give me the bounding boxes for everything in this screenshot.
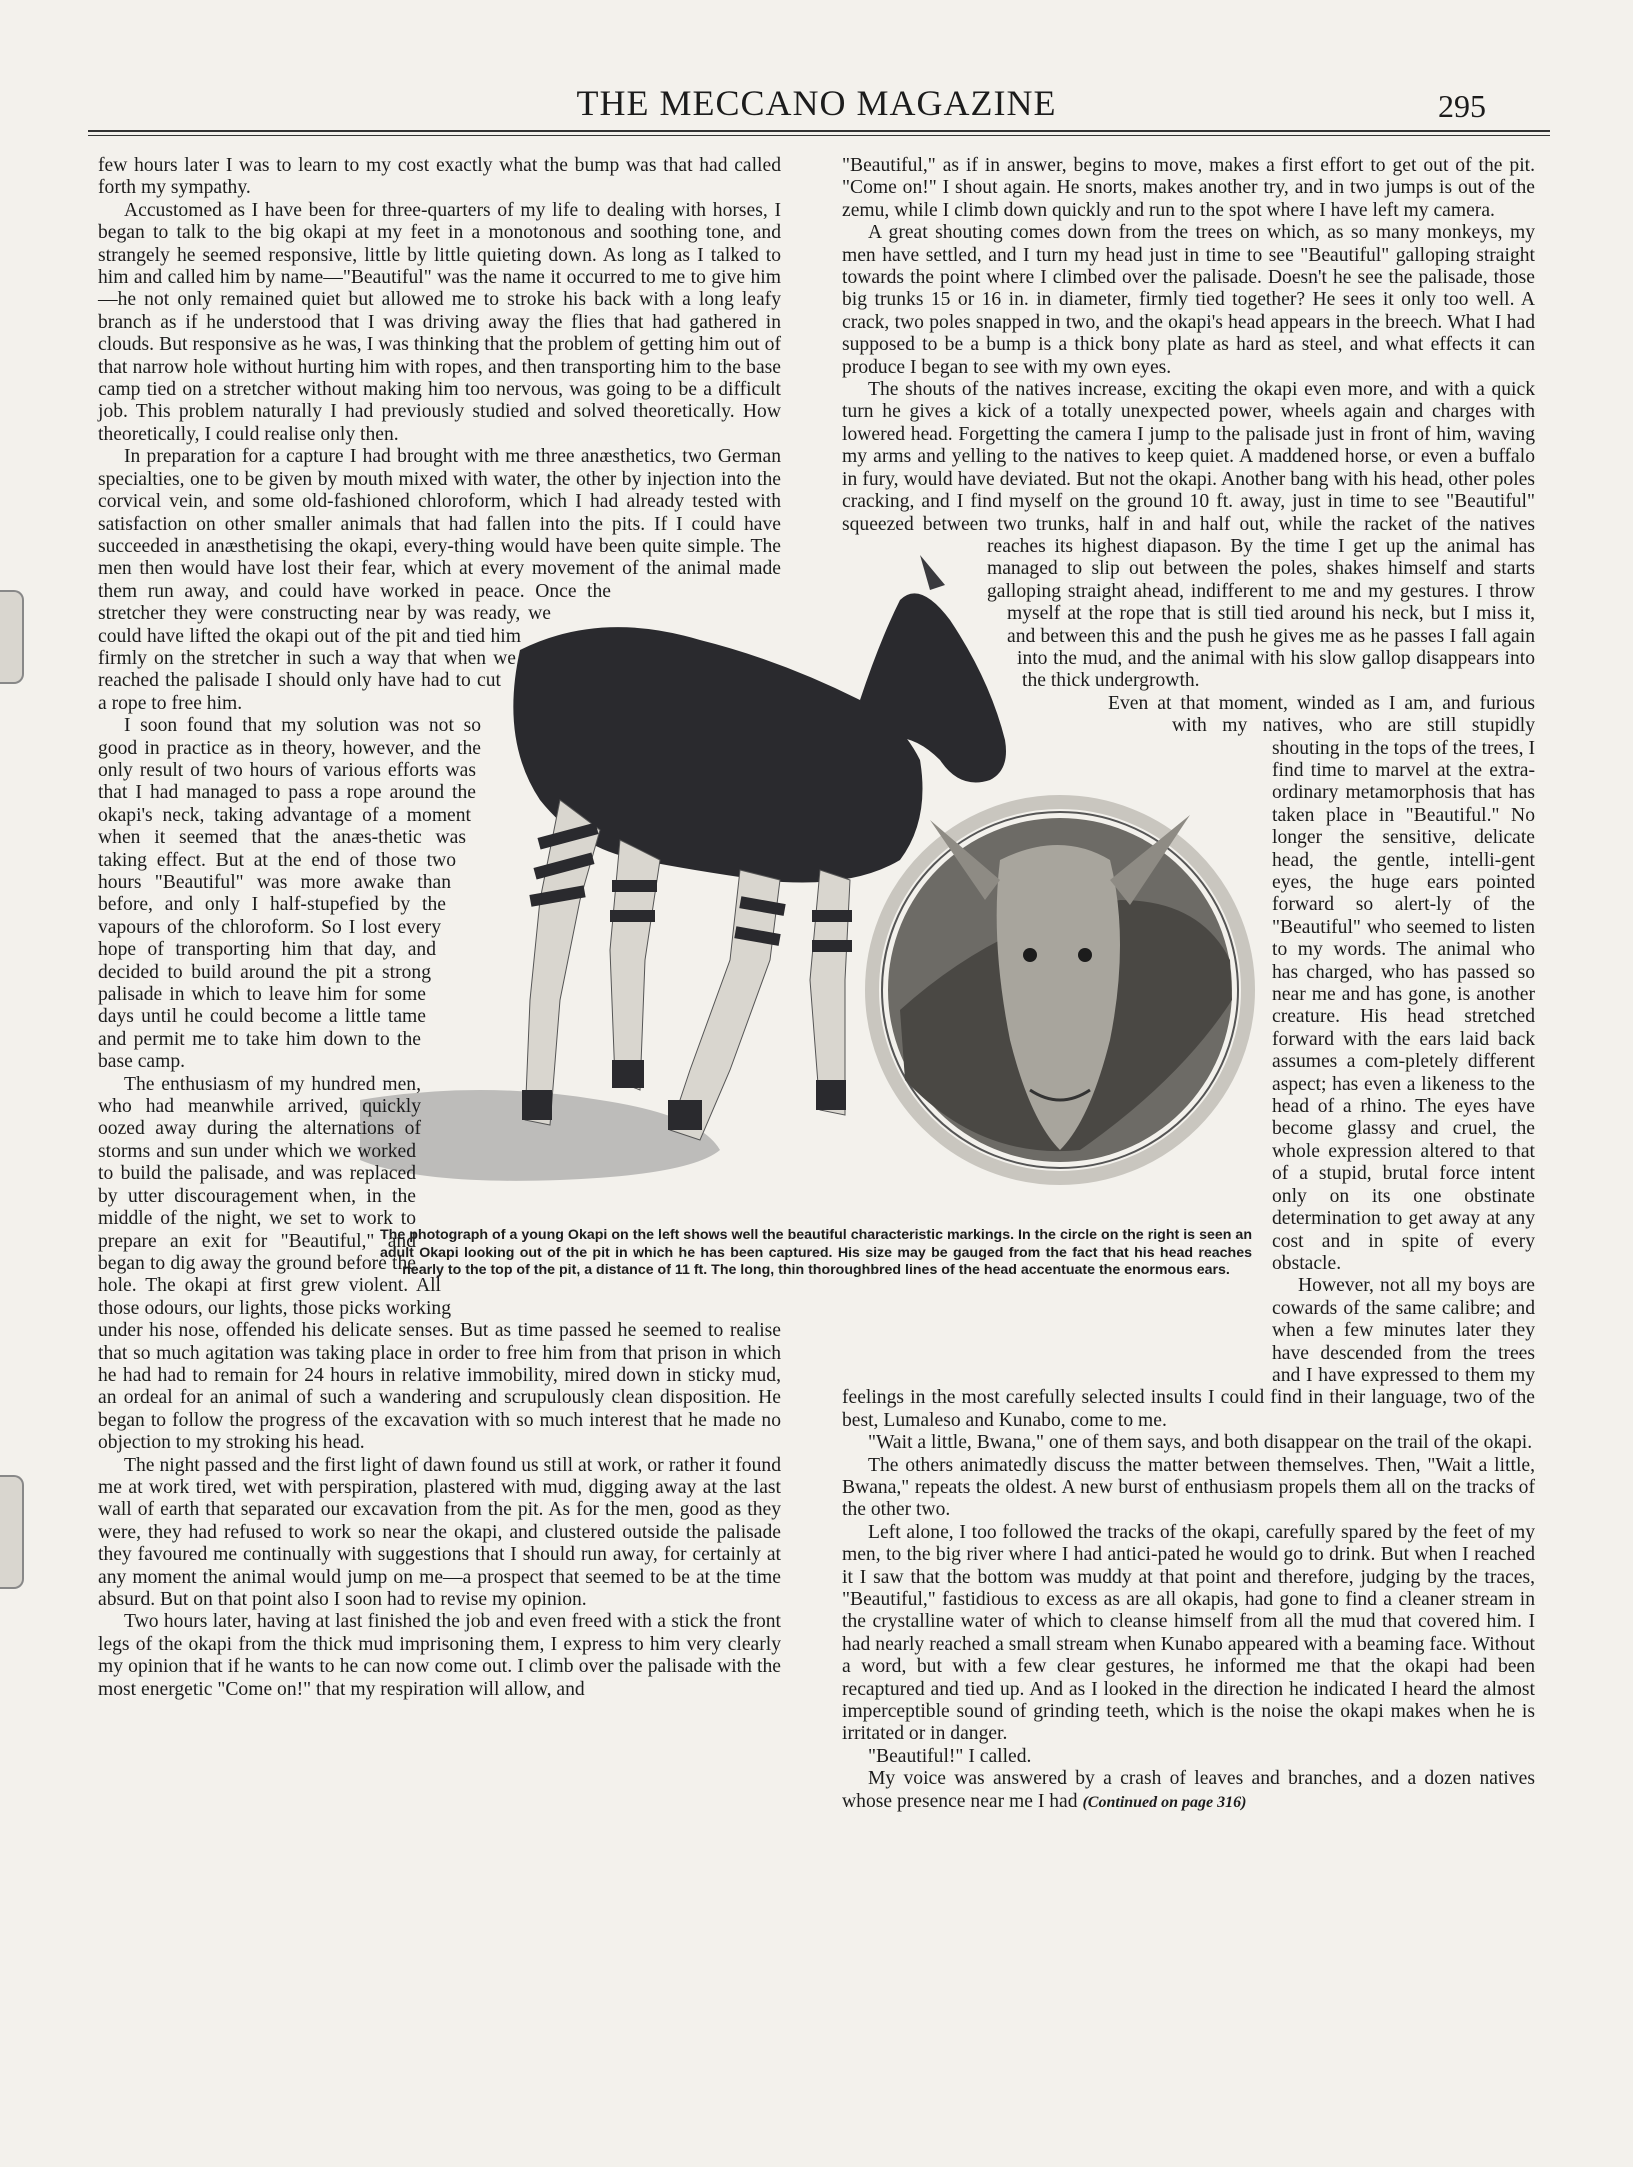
left-column [98, 155, 781, 1701]
paragraph: "Beautiful," as if in answer, begins to move, makes a first effort to get out of the pit. "Come on!" I shout again. He snorts, makes another try, and in two jumps is out of the zemu, while I climb down quickly and run to the spot where I have left my camera. [842, 155, 1535, 221]
paragraph: few hours later I was to learn to my cost exactly what the bump was that had called forth my sympathy. [98, 155, 781, 199]
paragraph: In preparation for a capture I had brought with me three anæsthetics, two German specialties, one to be given by mouth mixed with water, the other by injection into the corvical vein, and some old-fashioned chloroform, which I had already tested with satisfaction on other smaller animals that had fallen into the pits. If I could have succeeded in anæsthetising the okapi, every-thing would have been quite simple. The men then would have lost their fear, which at every movement of the animal made them run away, and could have worked in peace. Once the stretcher they were constructing near by was ready, we could have lifted the okapi out of the pit and tied him firmly on the stretcher in such a way that when we reached the palisade I should only have had to cut a rope to free him. [98, 446, 781, 714]
paragraph: Left alone, I too followed the tracks of the okapi, carefully spared by the feet of my men, to the big river where I had antici-pated he would go to drink. But when I reached it I saw that the bottom was muddy at that point and therefore, judging by the traces, "Beautiful," fastidious to excess as are all okapis, had gone to find a cleaner stream in the crystalline water of which to cleanse himself from all the mud that covered him. I had nearly reached a small stream when Kunabo appeared with a beaming face. Without a word, but with a few clear gestures, he informed me that the okapi had been recaptured and tied up. And as I looked in the direction he indicated I heard the almost imperceptible sound of grinding teeth, which is the noise the okapi makes when he is irritated or in danger. [842, 1521, 1535, 1745]
paragraph: I soon found that my solution was not so good in practice as in theory, however, and the only result of two hours of various efforts was that I had managed to pass a rope around the okapi's neck, taking advantage of a moment when it seemed that the anæs-thetic was taking effect. But at the end of those two hours "Beautiful" was more awake than before, and only I half-stupefied by the vapours of the chloroform. So I lost every hope of transporting him that day, and decided to build around the pit a strong palisade in which to leave him for some days until he could become a little tame and permit me to take him down to the base camp. [98, 715, 481, 1073]
paragraph: Two hours later, having at last finished the job and even freed with a stick the front legs of the okapi from the thick mud imprisoning them, I express to him very clearly my opinion that if he wants to he can now come out. I climb over the palisade with the most energetic "Come on!" that my respiration will allow, and [98, 1611, 781, 1700]
paragraph: However, not all my boys are cowards of the same calibre; and when a few minutes later they have descended from the trees and I have expressed to them my feelings in the most carefully selected insults I could find in their language, two of the best, Lumaleso and Kunabo, come to me. [842, 1275, 1535, 1431]
continued-note: (Continued on page 316) [1082, 1793, 1247, 1811]
paragraph: The enthusiasm of my hundred men, who had meanwhile arrived, quickly oozed away during the alternations of storms and sun under which we worked to build the palisade, and was replaced by utter discouragement when, in the middle of the night, we set to work to prepare an exit for "Beautiful," and began to dig away the ground before the hole. The okapi at first grew violent. All those odours, our lights, those picks working under his nose, offended his delicate senses. But as time passed he seemed to realise that so much agitation was taking place in order to free him from that prison in which he had had to remain for 24 hours in relative immobility, mired down in sticky mud, an ordeal for an animal of such a wandering and scrupulously clean disposition. He began to follow the progress of the excavation with so much interest that he made no objection to my stroking his head. [98, 1073, 781, 1454]
paragraph: A great shouting comes down from the trees on which, as so many monkeys, my men have settled, and I turn my head just in time to see "Beautiful" galloping straight towards the point where I climbed over the palisade. Doesn't he see the palisade, those big trunks 15 or 16 in. in diameter, firmly tied together? He sees it only too well. A crack, two poles snapped in two, and the okapi's head appears in the breech. What I had supposed to be a bump is a thick bony plate as hard as steel, and what effects it can produce I began to see with my own eyes. [842, 222, 1535, 378]
paragraph: The shouts of the natives increase, exciting the okapi even more, and with a quick turn he gives a kick of a totally unexpected power, wheels again and charges with lowered head. Forgetting the camera I jump to the palisade just in front of him, waving my arms and yelling to the natives to keep quiet. A maddened horse, or even a buffalo in fury, would have deviated. But not the okapi. Another bang with his head, other poles cracking, and I find myself on the ground 10 ft. away, just in time to see "Beautiful" squeezed between two trunks, half in and half out, while the racket of the natives reaches its highest diapason. By the time I get up the animal has managed to slip out between the poles, shakes himself and starts galloping straight ahead, indifferent to me and my gestures. I throw myself at the rope that is still tied around his neck, but I miss it, and between this and the push he gives me as he passes I fall again into the mud, and the animal with his slow gallop disappears into the thick undergrowth. [842, 379, 1535, 692]
paragraph: "Wait a little, Bwana," one of them says, and both disappear on the trail of the okapi. [868, 1432, 1533, 1454]
magazine-title: THE MECCANO MAGAZINE [576, 83, 1057, 123]
binding-tab [0, 1475, 24, 1589]
page-number: 295 [1438, 88, 1486, 124]
paragraph: The night passed and the first light of dawn found us still at work, or rather it found me at work tired, wet with perspiration, plastered with mud, digging away at the last wall of earth that separated our excavation from the pit. As for the men, good as they were, they had refused to work so near the okapi, and clustered outside the palisade they favoured me continually with suggestions that I should run away, for certainly at any moment the animal would jump on me—a prospect that seemed to be at the time absurd. But on that point also I soon had to revise my opinion. [98, 1454, 781, 1610]
right-column [842, 155, 1535, 1814]
final-paragraph: My voice was answered by a crash of leaves and branches, and a dozen natives whose presence near me I had [842, 1768, 1535, 1812]
binding-tab [0, 590, 24, 684]
paragraph: "Beautiful!" I called. [868, 1745, 1032, 1767]
paragraph: The others animatedly discuss the matter between themselves. Then, "Wait a little, Bwana," repeats the oldest. A new burst of enthusiasm propels them all on the tracks of the other two. [842, 1454, 1535, 1521]
paragraph: Accustomed as I have been for three-quarters of my life to dealing with horses, I began to talk to the big okapi at my feet in a monotonous and soothing tone, and strangely he seemed responsive, little by little quieting down. As long as I talked to him and called him by name—"Beautiful" was the name it occurred to me to give him—he not only remained quiet but allowed me to stroke his back with a long leafy branch as if he understood that I was driving away the flies that had gathered in clouds. But responsive as he was, I was thinking that the problem of getting him out of that narrow hole without hurting him with ropes, and then transporting him to the base camp tied on a stretcher without making him too nervous, was going to be a difficult job. This problem naturally I had previously studied and solved theoretically. How theoretically, I could realise only then. [98, 199, 781, 445]
paragraph [842, 1768, 1535, 1814]
paragraph: Even at that moment, winded as I am, and furious with my natives, who are still stupidly shouting in the tops of the trees, I find time to marvel at the extra-ordinary metamorphosis that has taken place in "Beautiful." No longer the sensitive, delicate head, the gentle, intelli-gent eyes, the huge ears pointed forward so alert-ly of the "Beautiful" who seemed to listen to my words. The animal who has charged, who has passed so near me and has gone, is another creature. His head stretched forward with the ears laid back assumes a com-pletely different aspect; has even a likeness to the head of a rhino. The eyes have become glassy and cruel, the whole expression altered to that of a stupid, brutal force intent only on its one obstinate determination to get away at any cost and in spite of every obstacle. [1108, 692, 1535, 1274]
photo-caption: The photograph of a young Okapi on the left shows well the beautiful characteristic markings. In the circle on the right is seen an adult Okapi looking out of the pit in which he has been captured. His size may be gauged from the fact that his head reaches nearly to the top of the pit, a distance of 11 ft. The long, thin thoroughbred lines of the head accentuate the enormous ears. [380, 1227, 1252, 1278]
